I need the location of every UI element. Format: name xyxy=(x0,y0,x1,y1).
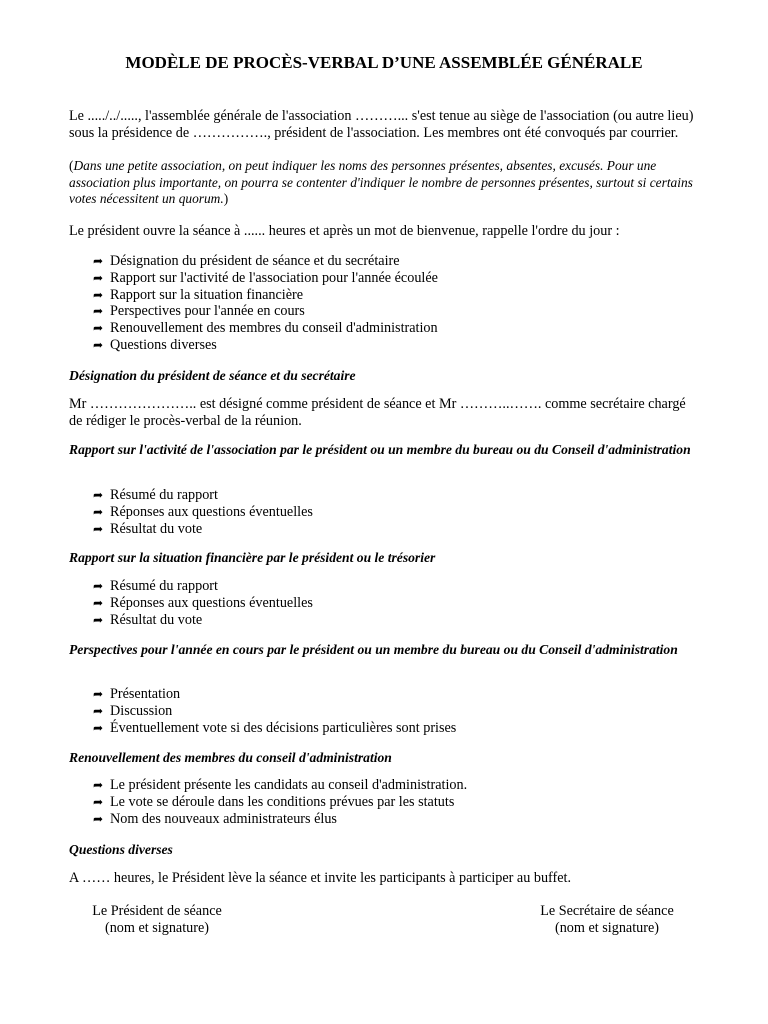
note-italic-text: Dans une petite association, on peut indiquer les noms des personnes présentes, absentes, excusés. Pour une association plus importante, on pourra se contenter d'indiquer le nombre de personnes présentes, surtout si certains votes nécessitent un quorum. xyxy=(69,158,693,206)
opening-paragraph: Le président ouvre la séance à ...... heures et après un mot de bienvenue, rappelle l'ordre du jour : xyxy=(69,223,620,239)
list-item: ➦ Désignation du président de séance et du secrétaire xyxy=(93,253,400,269)
president-signature-sub: (nom et signature) xyxy=(104,920,209,936)
right-hooked-arrow-icon: ➦ xyxy=(93,270,104,285)
right-hooked-arrow-icon: ➦ xyxy=(93,321,104,336)
list-item: ➦ Discussion xyxy=(93,702,173,719)
list-item: ➦ Le vote se déroule dans les conditions prévues par les statuts xyxy=(93,793,455,810)
renewal-list xyxy=(93,777,467,827)
section-heading-misc: Questions diverses xyxy=(69,842,173,857)
intro-text: Le ...../../....., l'assemblée générale de l'association ………... s'est tenue au siège de l'association (ou autre lieu) sous la présidence de ……………., président de l'association. Les membres ont été convoqués par courrier. xyxy=(69,108,694,141)
secretary-signature-title: Le Secrétaire de séance xyxy=(540,903,674,919)
right-hooked-arrow-icon: ➦ xyxy=(93,612,104,627)
president-signature-title: Le Président de séance xyxy=(92,903,222,919)
list-item: ➦ Réponses aux questions éventuelles xyxy=(93,594,313,611)
list-item: ➦ Résumé du rapport xyxy=(93,487,218,503)
agenda-list xyxy=(93,253,438,354)
right-hooked-arrow-icon: ➦ xyxy=(93,488,104,502)
financial-report-list xyxy=(93,578,313,628)
secretary-signature-sub: (nom et signature) xyxy=(554,920,659,936)
right-hooked-arrow-icon: ➦ xyxy=(93,794,104,809)
right-hooked-arrow-icon: ➦ xyxy=(93,287,104,302)
list-item: ➦ Résultat du vote xyxy=(93,611,203,628)
list-item: ➦ Perspectives pour l'année en cours xyxy=(93,303,305,320)
list-item: ➦ Nom des nouveaux administrateurs élus xyxy=(93,810,337,827)
right-hooked-arrow-icon: ➦ xyxy=(93,811,104,826)
section-heading-activity-report: Rapport sur l'activité de l'association par le président ou un membre du bureau ou du Conseil d'administration xyxy=(69,442,691,457)
list-item: ➦ Présentation xyxy=(93,686,181,702)
list-item: ➦ Rapport sur l'activité de l'association pour l'année écoulée xyxy=(93,269,438,286)
document-title: MODÈLE DE PROCÈS-VERBAL D’UNE ASSEMBLÉE GÉNÉRALE xyxy=(125,53,643,72)
list-item: ➦ Questions diverses xyxy=(93,336,217,353)
list-item: ➦ Renouvellement des membres du conseil d'administration xyxy=(93,320,438,337)
closing-paragraph: A …… heures, le Président lève la séance et invite les participants à participer au buffet. xyxy=(69,870,572,886)
activity-report-list xyxy=(93,487,313,537)
right-hooked-arrow-icon: ➦ xyxy=(93,337,104,352)
right-hooked-arrow-icon: ➦ xyxy=(93,304,104,319)
list-item: ➦ Le président présente les candidats au conseil d'administration. xyxy=(93,777,468,793)
list-item: ➦ Éventuellement vote si des décisions particulières sont prises xyxy=(93,719,457,736)
section-heading-designation: Désignation du président de séance et du secrétaire xyxy=(69,368,356,383)
right-hooked-arrow-icon: ➦ xyxy=(93,579,104,593)
section-designation-text: Mr ………………….. est désigné comme président de séance et Mr ………..……. comme secrétaire chargé de rédiger le procès-verbal de la réunion. xyxy=(69,396,686,429)
right-hooked-arrow-icon: ➦ xyxy=(93,687,104,701)
intro-paragraph xyxy=(69,108,699,142)
right-hooked-arrow-icon: ➦ xyxy=(93,778,104,792)
list-item: ➦ Réponses aux questions éventuelles xyxy=(93,503,313,520)
president-signature-block xyxy=(72,903,242,937)
perspectives-list xyxy=(93,686,456,736)
list-item: ➦ Résumé du rapport xyxy=(93,578,218,594)
secretary-signature-block xyxy=(522,903,692,937)
right-hooked-arrow-icon: ➦ xyxy=(93,595,104,610)
section-heading-perspectives: Perspectives pour l'année en cours par le président ou un membre du bureau ou du Conseil d'administration xyxy=(69,642,678,657)
list-item: ➦ Résultat du vote xyxy=(93,520,203,537)
intro-note xyxy=(69,158,699,208)
list-item: ➦ Rapport sur la situation financière xyxy=(93,286,304,303)
right-hooked-arrow-icon: ➦ xyxy=(93,703,104,718)
right-hooked-arrow-icon: ➦ xyxy=(93,720,104,735)
note-open-paren: ( xyxy=(69,158,74,173)
section-heading-financial-report: Rapport sur la situation financière par le président ou le trésorier xyxy=(69,550,436,565)
right-hooked-arrow-icon: ➦ xyxy=(93,504,104,519)
section-heading-renewal: Renouvellement des membres du conseil d'administration xyxy=(69,750,392,765)
right-hooked-arrow-icon: ➦ xyxy=(93,521,104,536)
note-close-paren: ) xyxy=(223,191,229,206)
right-hooked-arrow-icon: ➦ xyxy=(93,254,104,268)
